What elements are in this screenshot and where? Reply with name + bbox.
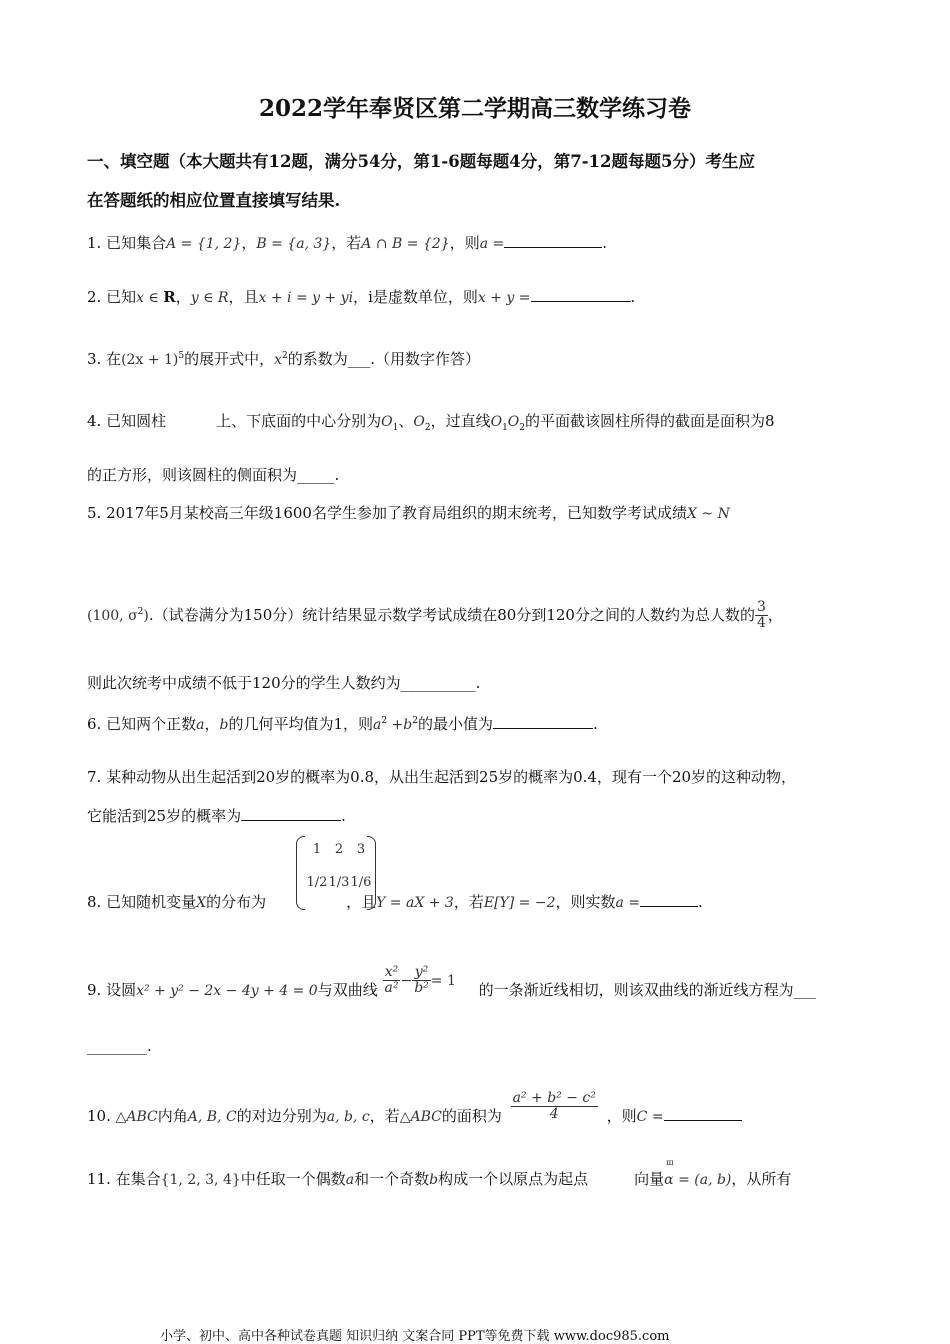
vector-arrow-icon: ш: [666, 1158, 674, 1167]
footer-text: 小学、初中、高中各种试卷真题 知识归纳 文案合同 PPT等免费下载 www.doc985.com: [160, 1329, 670, 1344]
answer-blank: [664, 1106, 742, 1121]
section-heading-line1: 一、填空题（本大题共有12题，满分54分，第1-6题每题4分，第7-12题每题5分）考生应: [87, 152, 755, 171]
question-4: 4. 已知圆柱 上、下底面的中心分别为$O_1$、$O_2$，过直线$O_1O_2$的平面截该圆柱所得的截面是面积为8: [87, 412, 775, 433]
question-6: 6. 已知两个正数a，b的几何平均值为1，则$a^2 +b^2$的最小值为 .: [87, 715, 598, 733]
question-11: 11. 在集合{1, 2, 3, 4}中任取一个偶数a和一个奇数b构成一个以原点为起点 向量 ш α = (a, b)，从所有: [87, 1158, 792, 1188]
question-3: 3. 在$(2x + 1)^5$的展开式中，$x^2$的系数为___.（用数字作答）: [87, 350, 481, 368]
fraction: $\frac{3}{4}$: [756, 599, 766, 632]
question-4-line2: 的正方形，则该圆柱的侧面积为_____.: [87, 466, 340, 484]
question-7: 7. 某种动物从出生起活到20岁的概率为0.8，从出生起活到25岁的概率为0.4，现有一个20岁的这种动物，: [87, 768, 797, 786]
question-2: 2. 已知x ∈ R，y ∈ R，且x + i = y + yi，i是虚数单位，则x + y = .: [87, 288, 636, 306]
question-9: 9. 设圆x² + y² − 2x − 4y + 4 = 0与双曲线 $\frac{\text{x²}}{\text{a²}}$ − $\frac{\text{y²}}{\text{b²}}$ = 1 的一条渐近线相切，则该双曲线的渐近线方程为___: [87, 964, 817, 999]
question-5: 5. 2017年5月某校高三年级1600名学生参加了教育局组织的期末统考，已知数学考试成绩X ~ N: [87, 504, 730, 522]
answer-blank: [640, 892, 698, 907]
section-heading-line2: 在答题纸的相应位置直接填写结果.: [87, 191, 341, 210]
fraction: $\frac{\text{y²}}{\text{b²}}$: [414, 964, 429, 997]
question-5-line2: (100, $\sigma^2$).（试卷满分为150分）统计结果显示数学考试成绩在80分到120分之间的人数约为总人数的 $\frac{3}{4}$ ，: [87, 599, 783, 632]
answer-blank: [531, 287, 631, 302]
answer-blank: [493, 714, 593, 729]
question-8: 8. 已知随机变量X的分布为 ，且Y = aX + 3，若E[Y] = −2，则实数a = .: [87, 893, 703, 911]
page-title: 2022学年奉贤区第二学期高三数学练习卷: [258, 95, 691, 122]
distribution-matrix: 1 2 3 1/2 1/3 1/6: [296, 836, 376, 908]
question-5-line3: 则此次统考中成绩不低于120分的学生人数约为__________.: [87, 674, 481, 692]
question-7-line2: 它能活到25岁的概率为 .: [87, 807, 346, 825]
fraction: $\frac{\text{x²}}{\text{a²}}$: [384, 964, 399, 997]
answer-blank: [504, 233, 602, 248]
fraction: $\frac{\text{a² + b² − c²}}{4}$: [512, 1090, 596, 1123]
answer-blank: [241, 806, 341, 821]
question-10: 10. △ABC内角A, B, C的对边分别为a, b, c，若△ABC的面积为 $\frac{\text{a² + b² − c²}}{4}$ ，则C =: [87, 1101, 742, 1133]
question-1: 1. 已知集合A = {1, 2}，B = {a, 3}，若A ∩ B = {2}，则a = .: [87, 234, 608, 252]
question-9-line2: ________.: [87, 1037, 152, 1055]
